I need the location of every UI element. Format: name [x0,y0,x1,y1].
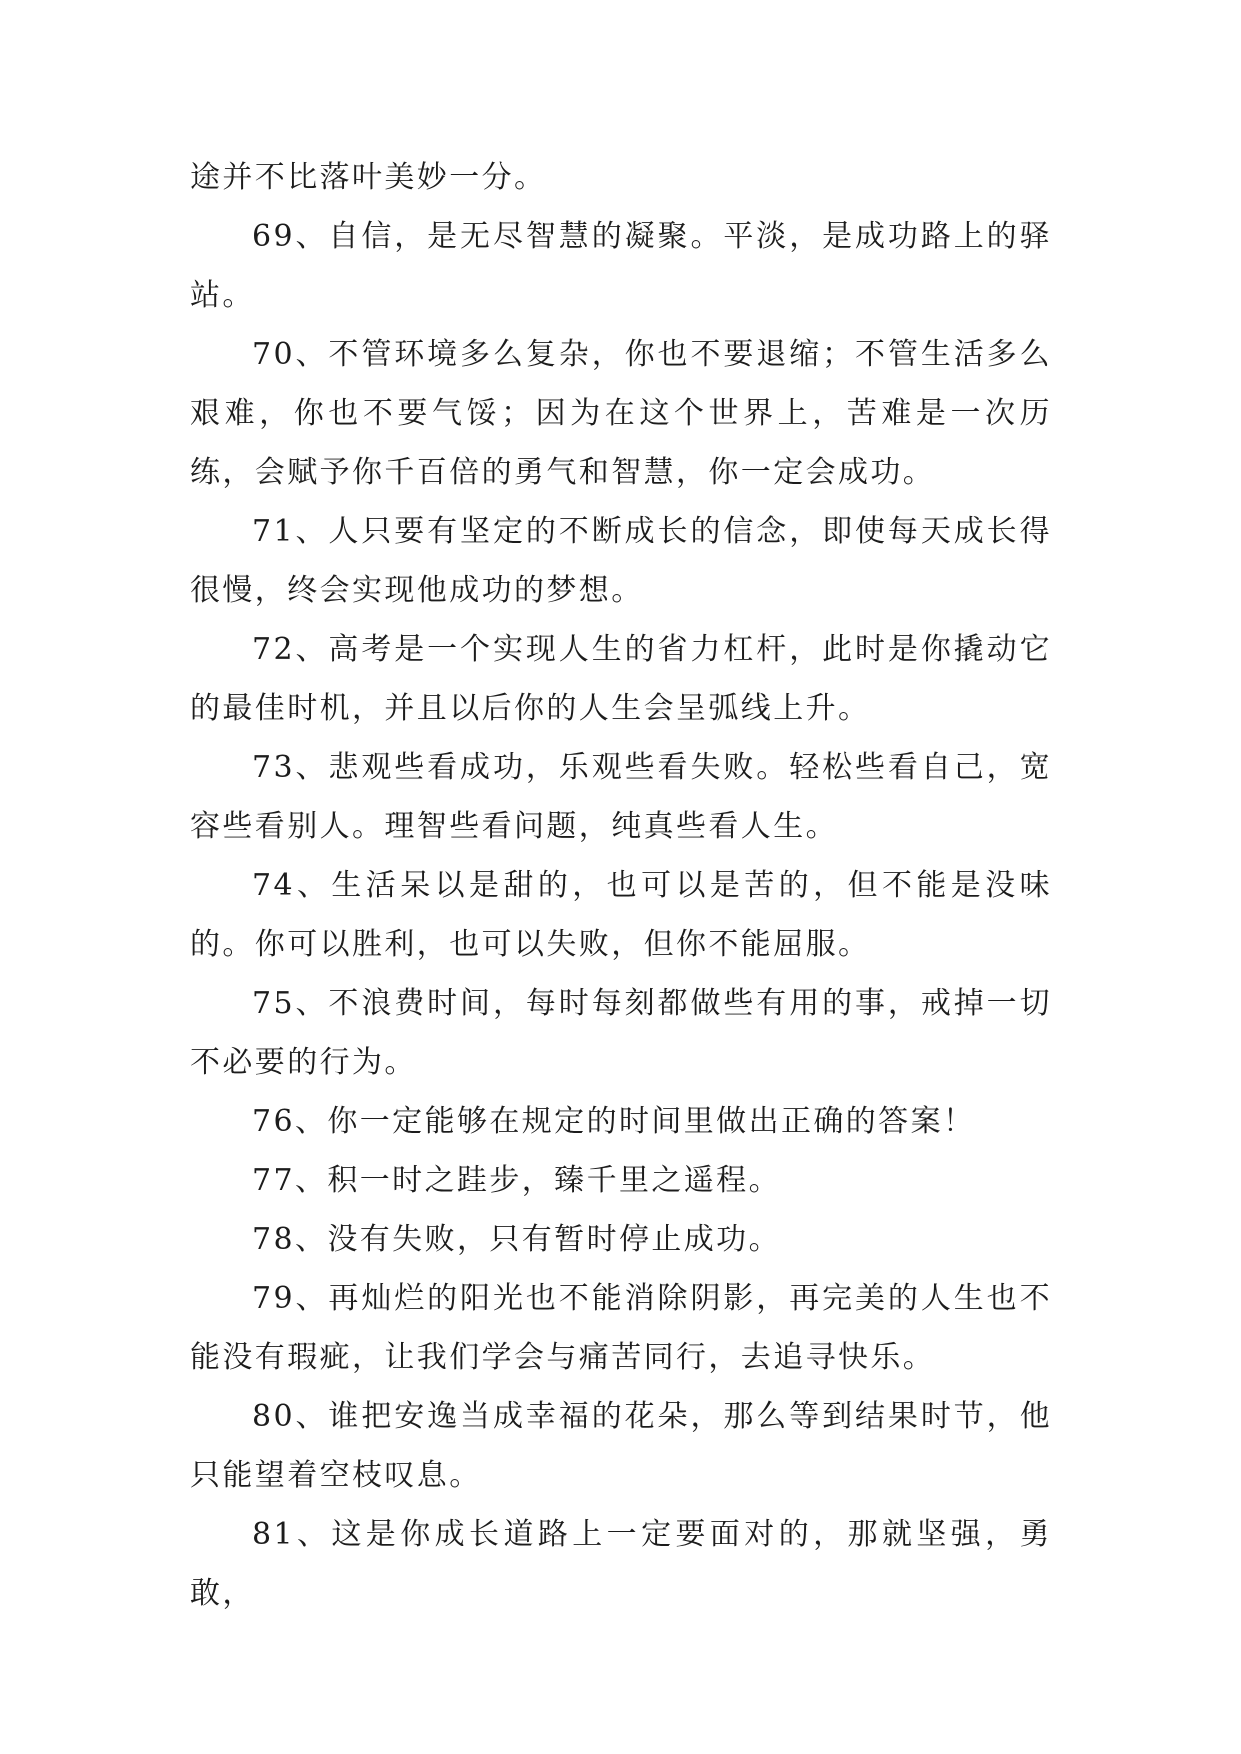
paragraph-79: 79、再灿烂的阳光也不能消除阴影，再完美的人生也不能没有瑕疵，让我们学会与痛苦同行，去追寻快乐。 [190,1281,1052,1375]
paragraph-75: 75、不浪费时间，每时每刻都做些有用的事，戒掉一切不必要的行为。 [190,986,1052,1080]
paragraph-78: 78、没有失败，只有暂时停止成功。 [252,1222,781,1257]
paragraph-74: 74、生活呆以是甜的，也可以是苦的，但不能是没味的。你可以胜利，也可以失败，但你不能屈服。 [190,868,1052,962]
document-page [190,148,1052,1623]
paragraph-72: 72、高考是一个实现人生的省力杠杆，此时是你撬动它的最佳时机，并且以后你的人生会呈弧线上升。 [190,632,1052,726]
paragraph-80: 80、谁把安逸当成幸福的花朵，那么等到结果时节，他只能望着空枝叹息。 [190,1399,1052,1493]
paragraph-continuation: 途并不比落叶美妙一分。 [190,160,547,195]
paragraph-69: 69、自信，是无尽智慧的凝聚。平淡，是成功路上的驿站。 [190,219,1052,313]
paragraph-81: 81、这是你成长道路上一定要面对的，那就坚强，勇敢， [190,1517,1052,1611]
paragraph-70: 70、不管环境多么复杂，你也不要退缩；不管生活多么艰难，你也不要气馁；因为在这个世界上，苦难是一次历练，会赋予你千百倍的勇气和智慧，你一定会成功。 [190,337,1052,490]
paragraph-76: 76、你一定能够在规定的时间里做出正确的答案！ [252,1104,976,1139]
paragraph-77: 77、积一时之跬步，臻千里之遥程。 [252,1163,781,1198]
paragraph-71: 71、人只要有坚定的不断成长的信念，即使每天成长得很慢，终会实现他成功的梦想。 [190,514,1052,608]
paragraph-73: 73、悲观些看成功，乐观些看失败。轻松些看自己，宽容些看别人。理智些看问题，纯真些看人生。 [190,750,1052,844]
